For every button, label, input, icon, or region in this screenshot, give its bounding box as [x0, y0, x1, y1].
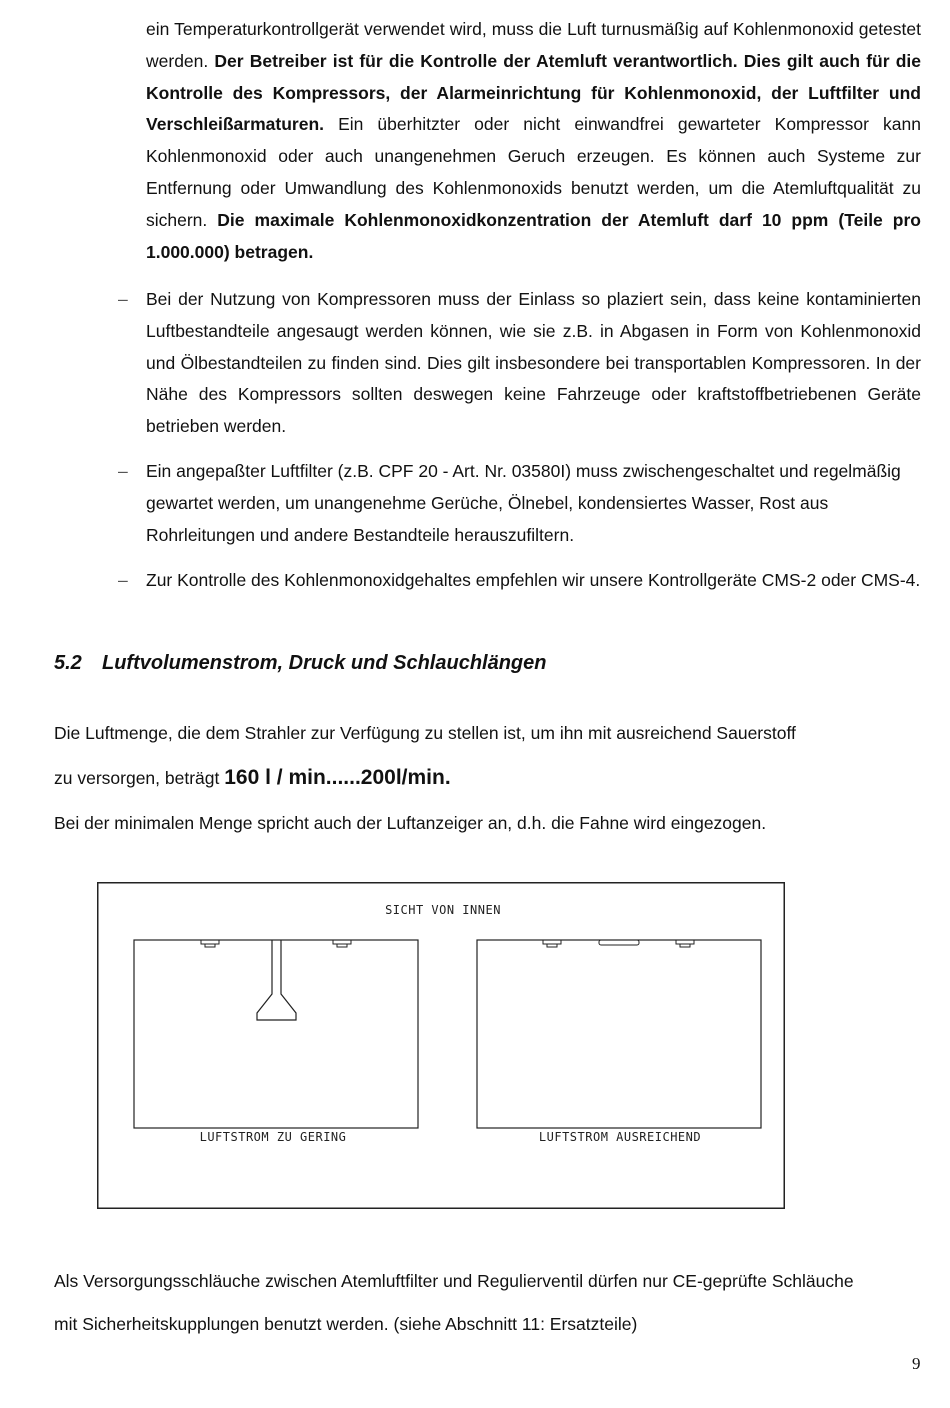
page-number: 9: [912, 1354, 921, 1373]
bullet-dash: –: [118, 461, 128, 481]
left-clip-icon: [543, 940, 561, 947]
left-panel: [134, 940, 418, 1128]
hoses-line-2: mit Sicherheitskupplungen benutzt werden. (siehe Abschnitt 11: Ersatzteile): [54, 1314, 638, 1334]
intro-text-2: Ein überhitzter oder nicht einwandfrei gewarteter Kompressor kann Kohlenmonoxid oder auch unangenehmen Geruch erzeugen. Es können auch Systeme zur Entfernung oder Umwandlung des Kohlenmonoxids benutzt werden, um die Atemluftqualität zu sichern.: [146, 114, 921, 230]
bullet-item-3: [118, 565, 921, 597]
figure-title: SICHT VON INNEN: [385, 903, 501, 917]
bullet-dash: –: [118, 289, 128, 309]
intro-text-1: ein Temperaturkontrollgerät verwendet wird, muss die Luft turnusmäßig auf Kohlenmonoxid getestet werden.: [146, 19, 921, 71]
left-caption: LUFTSTROM ZU GERING: [199, 1130, 347, 1144]
section-heading: [54, 652, 547, 675]
bullet-dash: –: [118, 570, 128, 590]
intro-bold-1: Der Betreiber ist für die Kontrolle der Atemluft verantwortlich. Dies gilt auch für die Kontrolle des Kompressors, der Alarmeinrichtung für Kohlenmonoxid, der Luftfilter und Verschleißarmaturen.: [146, 50, 921, 135]
retracted-flag-icon: [599, 940, 639, 945]
extended-flag-icon: [257, 940, 296, 1020]
bullet-item-1: [118, 284, 921, 443]
right-panel: [477, 940, 761, 1128]
figure-drawing: [97, 882, 785, 1209]
airflow-line-2: [54, 766, 451, 790]
airflow-line-3: Bei der minimalen Menge spricht auch der Luftanzeiger an, d.h. die Fahne wird eingezogen.: [54, 813, 767, 833]
section-number: 5.2: [54, 652, 82, 674]
airflow-indicator-figure: [97, 882, 785, 1209]
bullet-text: Zur Kontrolle des Kohlenmonoxidgehaltes empfehlen wir unsere Kontrollgeräte CMS-2 oder CMS-4.: [146, 570, 921, 590]
bullet-item-2: [118, 456, 921, 551]
airflow-prefix: zu versorgen, beträgt: [54, 768, 225, 788]
bullet-text: Bei der Nutzung von Kompressoren muss der Einlass so plaziert sein, dass keine kontaminierten Luftbestandteile angesaugt werden können, wie sie z.B. in Abgasen in Form von Kohlenmonoxid und Ölbestandteilen zu finden sind. Dies gilt insbesondere bei transportablen Kompressoren. In der Nähe des Kompressors sollten deswegen keine Fahrzeuge oder kraftstoffbetriebenen Geräte betrieben werden.: [146, 289, 921, 437]
right-clip-icon: [333, 940, 351, 947]
section-title: Luftvolumenstrom, Druck und Schlauchlängen: [102, 652, 547, 674]
hoses-line-1: Als Versorgungsschläuche zwischen Atemluftfilter und Regulierventil dürfen nur CE-geprüfte Schläuche: [54, 1271, 854, 1291]
right-caption: LUFTSTROM AUSREICHEND: [538, 1130, 702, 1144]
airflow-line-1: Die Luftmenge, die dem Strahler zur Verfügung zu stellen ist, um ihn mit ausreichend Sauerstoff: [54, 723, 796, 743]
right-clip-icon: [676, 940, 694, 947]
figure-border: [98, 883, 785, 1209]
bullet-text: Ein angepaßter Luftfilter (z.B. CPF 20 - Art. Nr. 03580I) muss zwischengeschaltet und regelmäßig gewartet werden, um unangenehme Gerüche, Ölnebel, kondensiertes Wasser, Rost aus Rohrleitungen und andere Bestandteile herauszufiltern.: [146, 461, 901, 545]
airflow-value: 160 l / min......200l/min.: [224, 766, 451, 789]
left-clip-icon: [201, 940, 219, 947]
intro-paragraph: [146, 14, 921, 268]
intro-bold-2: Die maximale Kohlenmonoxidkonzentration der Atemluft darf 10 ppm (Teile pro 1.000.000) betragen.: [146, 209, 921, 262]
